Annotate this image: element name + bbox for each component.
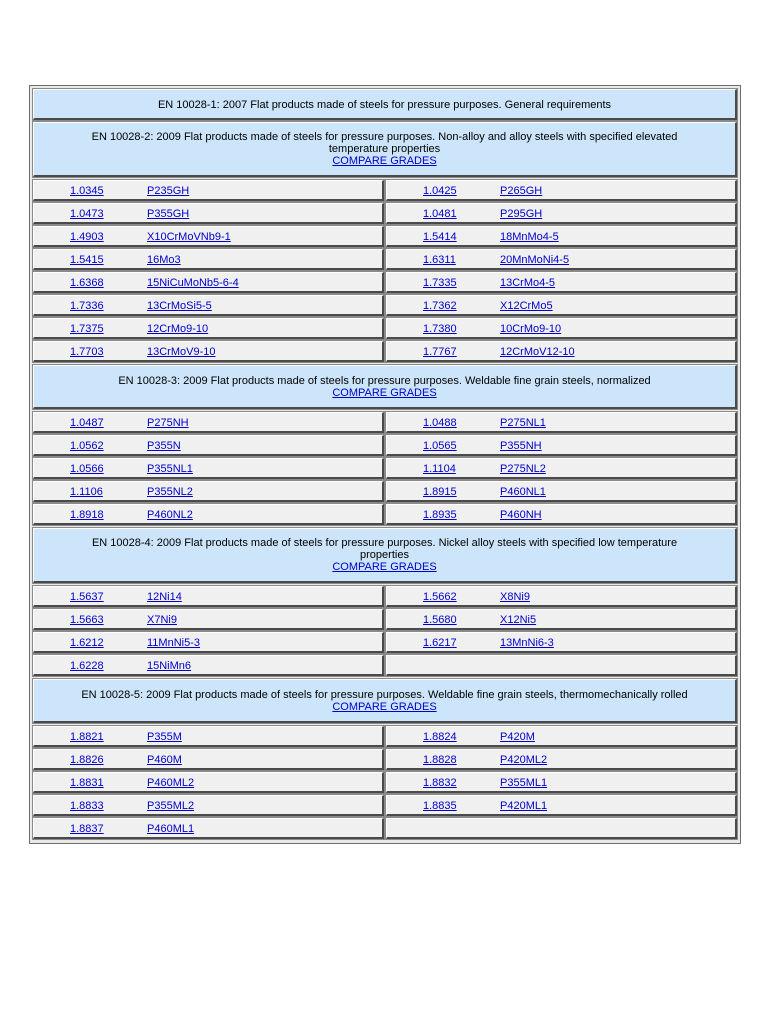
grade-name-link[interactable]: P265GH [500, 185, 543, 197]
grade-name-link[interactable]: P460NH [500, 509, 542, 521]
grade-name-link[interactable]: P460ML1 [147, 823, 195, 835]
grade-name-link[interactable]: P275NL2 [500, 463, 546, 475]
grade-number-link[interactable]: 1.8835 [423, 800, 457, 812]
grade-cell [386, 412, 737, 433]
compare-grades-link[interactable]: COMPARE GRADES [332, 155, 437, 167]
grade-name-link[interactable]: X12CrMo5 [500, 300, 553, 312]
grade-name-link[interactable]: P355NL2 [147, 486, 193, 498]
grade-cell [386, 749, 737, 770]
grade-number-link[interactable]: 1.7375 [70, 323, 104, 335]
grade-cell [33, 504, 384, 525]
grade-name-link[interactable]: 15NiCuMoNb5-6-4 [147, 277, 239, 289]
grade-name-link[interactable]: P235GH [147, 185, 190, 197]
grade-number-link[interactable]: 1.5415 [70, 254, 104, 266]
grade-cell [386, 435, 737, 456]
grade-number-link[interactable]: 1.8828 [423, 754, 457, 766]
grade-grid-en10028-4 [33, 586, 737, 676]
grade-name-link[interactable]: P420ML1 [500, 800, 548, 812]
grade-number-link[interactable]: 1.5662 [423, 591, 457, 603]
grade-name-link[interactable]: P355ML2 [147, 800, 195, 812]
grade-name-link[interactable]: P460NL1 [500, 486, 546, 498]
grade-cell [33, 272, 384, 293]
grade-cell [33, 609, 384, 630]
grade-number-link[interactable]: 1.0566 [70, 463, 104, 475]
grade-name-link[interactable]: 16Mo3 [147, 254, 181, 266]
grade-number-link[interactable]: 1.0481 [423, 208, 457, 220]
grade-cell [386, 504, 737, 525]
grade-cell [386, 632, 737, 653]
grade-number-link[interactable]: 1.5637 [70, 591, 104, 603]
grade-name-link[interactable]: 20MnMoNi4-5 [500, 254, 570, 266]
grade-name-link[interactable]: X7Ni9 [147, 614, 177, 626]
grade-name-link[interactable]: P355M [147, 731, 182, 743]
grade-number-link[interactable]: 1.4903 [70, 231, 104, 243]
grade-name-link[interactable]: P275NL1 [500, 417, 546, 429]
section-title: EN 10028-2: 2009 Flat products made of steels for pressure purposes. Non-alloy and alloy steels with specified elevated temperature properties [91, 131, 678, 155]
section-header-en10028-4 [33, 528, 737, 583]
grade-cell [386, 795, 737, 816]
section-header-en10028-5 [33, 679, 737, 723]
grade-cell [386, 726, 737, 747]
grade-cell [33, 180, 384, 201]
grade-number-link[interactable]: 1.0565 [423, 440, 457, 452]
grade-number-link[interactable]: 1.8824 [423, 731, 457, 743]
grade-number-link[interactable]: 1.8915 [423, 486, 457, 498]
grade-cell [33, 632, 384, 653]
grade-name-link[interactable]: P420M [500, 731, 535, 743]
grade-number-link[interactable]: 1.5663 [70, 614, 104, 626]
grade-cell [386, 249, 737, 270]
grade-cell [33, 818, 384, 839]
grade-name-link[interactable]: P420ML2 [500, 754, 548, 766]
grade-name-link[interactable]: P355GH [147, 208, 190, 220]
grade-cell [33, 655, 384, 676]
grade-name-link[interactable]: X12Ni5 [500, 614, 537, 626]
grade-cell [386, 458, 737, 479]
grade-number-link[interactable]: 1.7336 [70, 300, 104, 312]
grade-number-link[interactable]: 1.6368 [70, 277, 104, 289]
grade-grid-en10028-3 [33, 412, 737, 525]
grade-cell [33, 749, 384, 770]
section-title: EN 10028-5: 2009 Flat products made of steels for pressure purposes. Weldable fine grain steels, thermomechanically rolled [81, 689, 688, 701]
grade-name-link[interactable]: 13CrMoV9-10 [147, 346, 216, 358]
grade-cell [33, 203, 384, 224]
grade-number-link[interactable]: 1.8832 [423, 777, 457, 789]
grade-name-link[interactable]: 10CrMo9-10 [500, 323, 562, 335]
grade-name-link[interactable]: X8Ni9 [500, 591, 530, 603]
grade-number-link[interactable]: 1.7703 [70, 346, 104, 358]
grade-cell [33, 795, 384, 816]
grade-number-link[interactable]: 1.0488 [423, 417, 457, 429]
grade-number-link[interactable]: 1.8833 [70, 800, 104, 812]
grade-name-link[interactable]: P275NH [147, 417, 189, 429]
grade-name-link[interactable]: P295GH [500, 208, 543, 220]
grade-name-link[interactable]: 12Ni14 [147, 591, 182, 603]
grade-name-link[interactable]: 15NiMn6 [147, 660, 192, 672]
section-title: EN 10028-4: 2009 Flat products made of steels for pressure purposes. Nickel alloy steels with specified low temperature properties [91, 537, 678, 561]
grade-number-link[interactable]: 1.6217 [423, 637, 457, 649]
grade-name-link[interactable]: P355N [147, 440, 181, 452]
section-header-en10028-3 [33, 365, 737, 409]
grade-cell [33, 249, 384, 270]
grade-name-link[interactable]: 13CrMoSi5-5 [147, 300, 212, 312]
grade-name-link[interactable]: 18MnMo4-5 [500, 231, 559, 243]
section-header-en10028-1 [33, 89, 737, 120]
grade-cell [33, 435, 384, 456]
grade-number-link[interactable]: 1.6212 [70, 637, 104, 649]
grade-number-link[interactable]: 1.0473 [70, 208, 104, 220]
grade-name-link[interactable]: P460ML2 [147, 777, 195, 789]
grade-name-link[interactable]: 13CrMo4-5 [500, 277, 556, 289]
grade-name-link[interactable]: 13MnNi6-3 [500, 637, 554, 649]
grade-cell [386, 481, 737, 502]
grade-cell [386, 295, 737, 316]
grade-cell [386, 586, 737, 607]
grade-cell [386, 609, 737, 630]
grade-number-link[interactable]: 1.0425 [423, 185, 457, 197]
grade-number-link[interactable]: 1.7362 [423, 300, 457, 312]
grade-cell [386, 226, 737, 247]
grade-grid-en10028-5 [33, 726, 737, 839]
grade-cell [33, 412, 384, 433]
grade-number-link[interactable]: 1.8821 [70, 731, 104, 743]
grade-number-link[interactable]: 1.0487 [70, 417, 104, 429]
section-title: EN 10028-3: 2009 Flat products made of steels for pressure purposes. Weldable fine grain steels, normalized [118, 375, 651, 387]
grade-cell [33, 226, 384, 247]
grade-number-link[interactable]: 1.8935 [423, 509, 457, 521]
grade-number-link[interactable]: 1.8831 [70, 777, 104, 789]
grade-cell [33, 772, 384, 793]
grade-cell [386, 203, 737, 224]
grade-number-link[interactable]: 1.8918 [70, 509, 104, 521]
empty-cell [386, 655, 737, 676]
grade-name-link[interactable]: P355ML1 [500, 777, 548, 789]
compare-grades-link[interactable]: COMPARE GRADES [332, 561, 437, 573]
grade-cell [33, 726, 384, 747]
grade-cell [33, 341, 384, 362]
grade-name-link[interactable]: P460NL2 [147, 509, 193, 521]
grade-cell [386, 318, 737, 339]
grade-number-link[interactable]: 1.7767 [423, 346, 457, 358]
grade-name-link[interactable]: X10CrMoVNb9-1 [147, 231, 231, 243]
grade-number-link[interactable]: 1.5414 [423, 231, 457, 243]
compare-grades-link[interactable]: COMPARE GRADES [332, 387, 437, 399]
grade-number-link[interactable]: 1.8826 [70, 754, 104, 766]
grade-number-link[interactable]: 1.5680 [423, 614, 457, 626]
grade-number-link[interactable]: 1.6311 [423, 254, 456, 266]
grade-grid-en10028-2 [33, 180, 737, 362]
grade-number-link[interactable]: 1.6228 [70, 660, 104, 672]
grade-cell [386, 272, 737, 293]
grade-cell [386, 772, 737, 793]
grade-number-link[interactable]: 1.1104 [423, 463, 456, 475]
grade-number-link[interactable]: 1.0345 [70, 185, 104, 197]
empty-cell [386, 818, 737, 839]
grade-name-link[interactable]: 12CrMoV12-10 [500, 346, 575, 358]
grade-number-link[interactable]: 1.0562 [70, 440, 104, 452]
grade-cell [33, 586, 384, 607]
grade-cell [33, 458, 384, 479]
grade-number-link[interactable]: 1.1106 [70, 486, 103, 498]
grade-cell [33, 295, 384, 316]
grade-name-link[interactable]: P355NL1 [147, 463, 193, 475]
grade-cell [33, 481, 384, 502]
grade-name-link[interactable]: P355NH [500, 440, 542, 452]
section-title: EN 10028-1: 2007 Flat products made of steels for pressure purposes. General requirements [157, 99, 612, 111]
section-header-en10028-2 [33, 122, 737, 177]
grade-number-link[interactable]: 1.7335 [423, 277, 457, 289]
grade-cell [386, 341, 737, 362]
grade-cell [33, 318, 384, 339]
standards-table [29, 85, 741, 844]
grade-cell [386, 180, 737, 201]
grade-number-link[interactable]: 1.7380 [423, 323, 457, 335]
grade-name-link[interactable]: P460M [147, 754, 182, 766]
grade-name-link[interactable]: 11MnNi5-3 [147, 637, 200, 649]
compare-grades-link[interactable]: COMPARE GRADES [332, 701, 437, 713]
grade-number-link[interactable]: 1.8837 [70, 823, 104, 835]
grade-name-link[interactable]: 12CrMo9-10 [147, 323, 209, 335]
